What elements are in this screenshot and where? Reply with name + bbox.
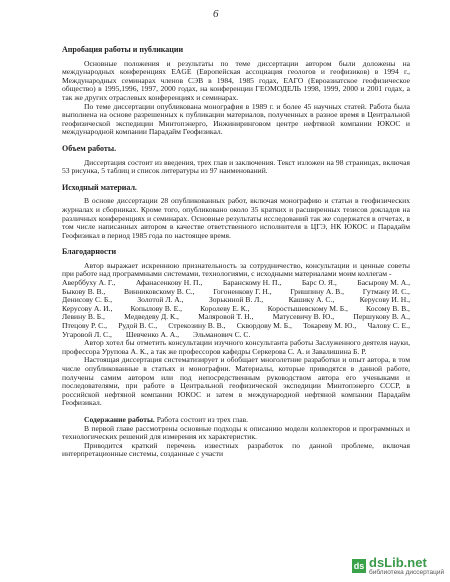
logo-title: dsLib.net <box>369 555 427 570</box>
colleague-name: Гутману И. С., <box>362 286 410 296</box>
colleague-name: Гришпину А. В., <box>290 286 345 296</box>
document-body <box>62 46 410 459</box>
paragraph: Автор хотел бы отметить консультации изучного консультанта работы Заслуженного деятеля науки, профессора Урупова А. К., а так же профессоров кафедры Серкерова С. А. и Завалишина Б. Р. <box>62 338 410 356</box>
paragraph: Настоящая диссертация систематизирует и обобщает многолетние разработки и опыт автора, в том числе опубликованные в статьях и монографии. Материалы, которые приводятся в данной работе, получены самим автором или под непосредственным руководством автора его ученыками и последователями, при работе в Центральной геофизической экспедиции Минтопэнерго СССР, в российской нефтяной компании ЮКОС и затем в международной нефтяной компании Парадайм Геофизикал. <box>62 355 410 408</box>
colleague-name: Коростышевскому М. Б., <box>267 303 348 313</box>
section-heading: Содержание работы. <box>84 414 155 424</box>
colleague-name: Левину В. Б., <box>62 312 105 322</box>
paragraph: В основе диссертации 28 опубликованных работ, включая монографию и статьи в геофизических журналах и сборниках. Кроме того, опубликовано около 35 кратких и расширенных тезисов докладов на различных конференциях и семинарах. Основные результаты исследований так же содержатся в отчетах, в том числе написанных автором в качестве ответственного исполнителя в ЦГЭ, НК ЮКОС и Парадайм Геофизикал в период 1985 года по настоящее время. <box>62 196 410 240</box>
colleague-name: Копылову В. Е., <box>130 303 183 313</box>
section-source <box>62 184 410 241</box>
section-heading: Благодарности <box>62 247 117 257</box>
section-thanks <box>62 248 410 408</box>
paragraph: Диссертация состоит из введения, трех глав и заключения. Текст изложен на 98 страницах, включая 53 рисунка, 5 таблиц и список литературы из 97 наименований. <box>62 157 410 176</box>
colleague-name: Керусову И. Н., <box>359 295 410 305</box>
paragraph: Приводится краткий перечень известных разработок по данной проблеме, включая интерпретационные системы, созданные с участи <box>62 440 410 459</box>
colleague-name: Чаловy С. Е., <box>367 321 410 331</box>
colleague-name: Маляровой Т. Н., <box>198 312 254 322</box>
paragraph: В первой главе рассмотрены основные подходы к описанию модели коллекторов и программных и технологических решений для измерения их характеристик. <box>62 423 410 442</box>
colleague-name: Афанасенкову Н. П., <box>135 278 203 288</box>
colleague-name: Угаровой Л. С., <box>62 329 112 339</box>
colleague-name: Эльманович С. С. <box>193 329 251 339</box>
section-heading: Исходный материал. <box>62 182 137 192</box>
colleague-name: Быкову В. В., <box>62 286 106 296</box>
colleague-name: Шевченко А. А., <box>125 329 180 339</box>
colleague-name: Зорькиной В. Л., <box>208 295 264 305</box>
colleague-name: Рудой В. С., <box>118 321 158 331</box>
logo-badge: ds <box>353 561 365 571</box>
colleague-name: Сквордову М. Б., <box>236 321 292 331</box>
colleague-name: Матусевичу В. Ю., <box>272 312 335 322</box>
colleague-name: Аверббуху А. Г., <box>62 278 116 288</box>
colleagues-list <box>62 279 410 339</box>
colleague-name: Барс О. Я., <box>301 278 337 288</box>
colleague-name: Басырову М. А., <box>357 278 410 288</box>
colleague-name: Гогоненкову Г. Н., <box>213 286 272 296</box>
section-heading: Апробация работы и публикации <box>62 45 184 54</box>
colleague-name: Токареву М. Ю., <box>303 321 357 331</box>
colleague-name: Кашику А. С., <box>288 295 335 305</box>
page-number: 6 <box>213 8 219 20</box>
colleague-name: Баранскому Н. П., <box>222 278 282 288</box>
colleague-name: Винниковскому В. С., <box>124 286 195 296</box>
colleague-name: Стрекозину В. В., <box>168 321 226 331</box>
colleague-name: Першукову В. А., <box>353 312 410 322</box>
colleague-name: Птецову Р. С., <box>62 321 107 331</box>
colleague-name: Косому В. В., <box>366 303 410 313</box>
colleague-name: Золотой Л. А., <box>137 295 184 305</box>
section-heading: Объем работы. <box>62 143 117 153</box>
section-contents <box>62 416 410 459</box>
section-volume <box>62 145 410 176</box>
colleague-name: Денисову С. Б., <box>62 295 112 305</box>
colleague-name: Керусову А. И., <box>62 303 113 313</box>
colleague-name: Медведеву Д. К., <box>124 312 179 322</box>
paragraph: По теме диссертации опубликована монография в 1989 г. и более 45 научных статей. Работа была выполнена на основе разрешенных к публикации материалов, полученных в разное время в Центральной геофизической экспедиции Минтопэнерго, Инжиниринговом центре нефтяной компании ЮКОС и международной компании Парадайм Геофизикал. <box>62 101 410 137</box>
colleagues-row <box>62 313 410 322</box>
logo-subtitle: библиотека диссертаций <box>369 569 445 576</box>
paragraph: Основные положения и результаты по теме диссертации автором были доложены на международных конференциях EAGE (Европейская ассоциация геологов и геофизиков) в 1994 г., Международных семинарах членов СЭВ в 1984, 1985 годах, ЕАГО (Евроазиатское геофизическое общество) в 1995,1996, 1997, 2000 годах, на конференции ГЕОМОДЕЛЬ 1998, 1999, 2000 и 2001 годах, а так же других отраслевых конференциях и семинарах. <box>62 58 410 102</box>
colleague-name: Королеву Е. К., <box>200 303 250 313</box>
section-lead: Работа состоит из трех глав. <box>156 414 249 424</box>
section-approbation <box>62 46 410 137</box>
watermark-logo <box>352 556 444 576</box>
paragraph: Автор выражает искреннюю признательность за сотрудничество, консультации и ценные советы при работе над программными системами, технологиями, с исходными материалами моим коллегам - <box>62 260 410 279</box>
